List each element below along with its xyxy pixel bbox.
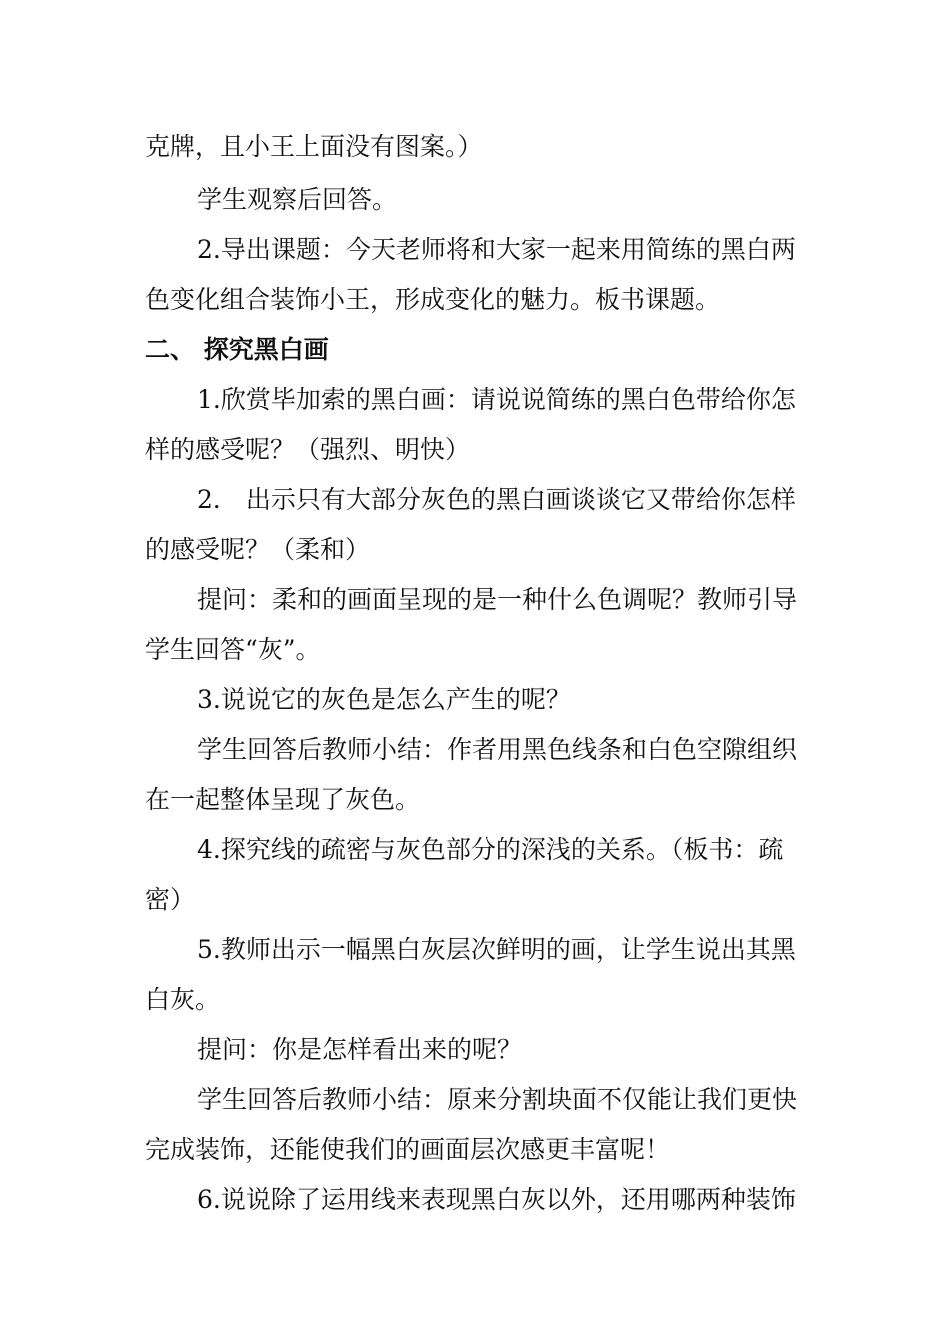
text-line: 学生回答“灰”。 [145, 635, 321, 664]
text-line: 3.说说它的灰色是怎么产生的呢？ [197, 685, 571, 714]
text-line: 6.说说除了运用线来表现黑白灰以外，还用哪两种装饰 [197, 1185, 796, 1214]
text-line: 密） [145, 885, 196, 914]
section-heading: 二、 探究黑白画 [145, 335, 329, 364]
text-line: 2． 出示只有大部分灰色的黑白画谈谈它又带给你怎样 [197, 485, 796, 514]
text-line: 提问：你是怎样看出来的呢？ [197, 1035, 523, 1064]
text-line: 色变化组合装饰小王，形成变化的魅力。板书课题。 [145, 285, 721, 314]
text-line: 5.教师出示一幅黑白灰层次鲜明的画，让学生说出其黑 [197, 935, 796, 964]
text-line: 学生回答后教师小结：原来分割块面不仅能让我们更快 [197, 1085, 798, 1114]
text-line: 克牌，且小王上面没有图案。） [145, 132, 483, 161]
text-line: 样的感受呢？（强烈、明快） [145, 435, 471, 464]
text-line: 完成装饰，还能使我们的画面层次感更丰富呢！ [145, 1135, 671, 1164]
text-line: 在一起整体呈现了灰色。 [145, 785, 421, 814]
text-line: 的感受呢？（柔和） [145, 535, 371, 564]
text-line: 提问：柔和的画面呈现的是一种什么色调呢？教师引导 [197, 585, 798, 614]
text-line: 4.探究线的疏密与灰色部分的深浅的关系。（板书：疏 [197, 835, 784, 864]
text-line: 2.导出课题：今天老师将和大家一起来用简练的黑白两 [197, 235, 796, 264]
text-line: 学生观察后回答。 [197, 185, 398, 214]
text-line: 学生回答后教师小结：作者用黑色线条和白色空隙组织 [197, 735, 798, 764]
text-line: 1.欣赏毕加索的黑白画：请说说简练的黑白色带给你怎 [197, 385, 796, 414]
text-line: 白灰。 [145, 985, 221, 1014]
